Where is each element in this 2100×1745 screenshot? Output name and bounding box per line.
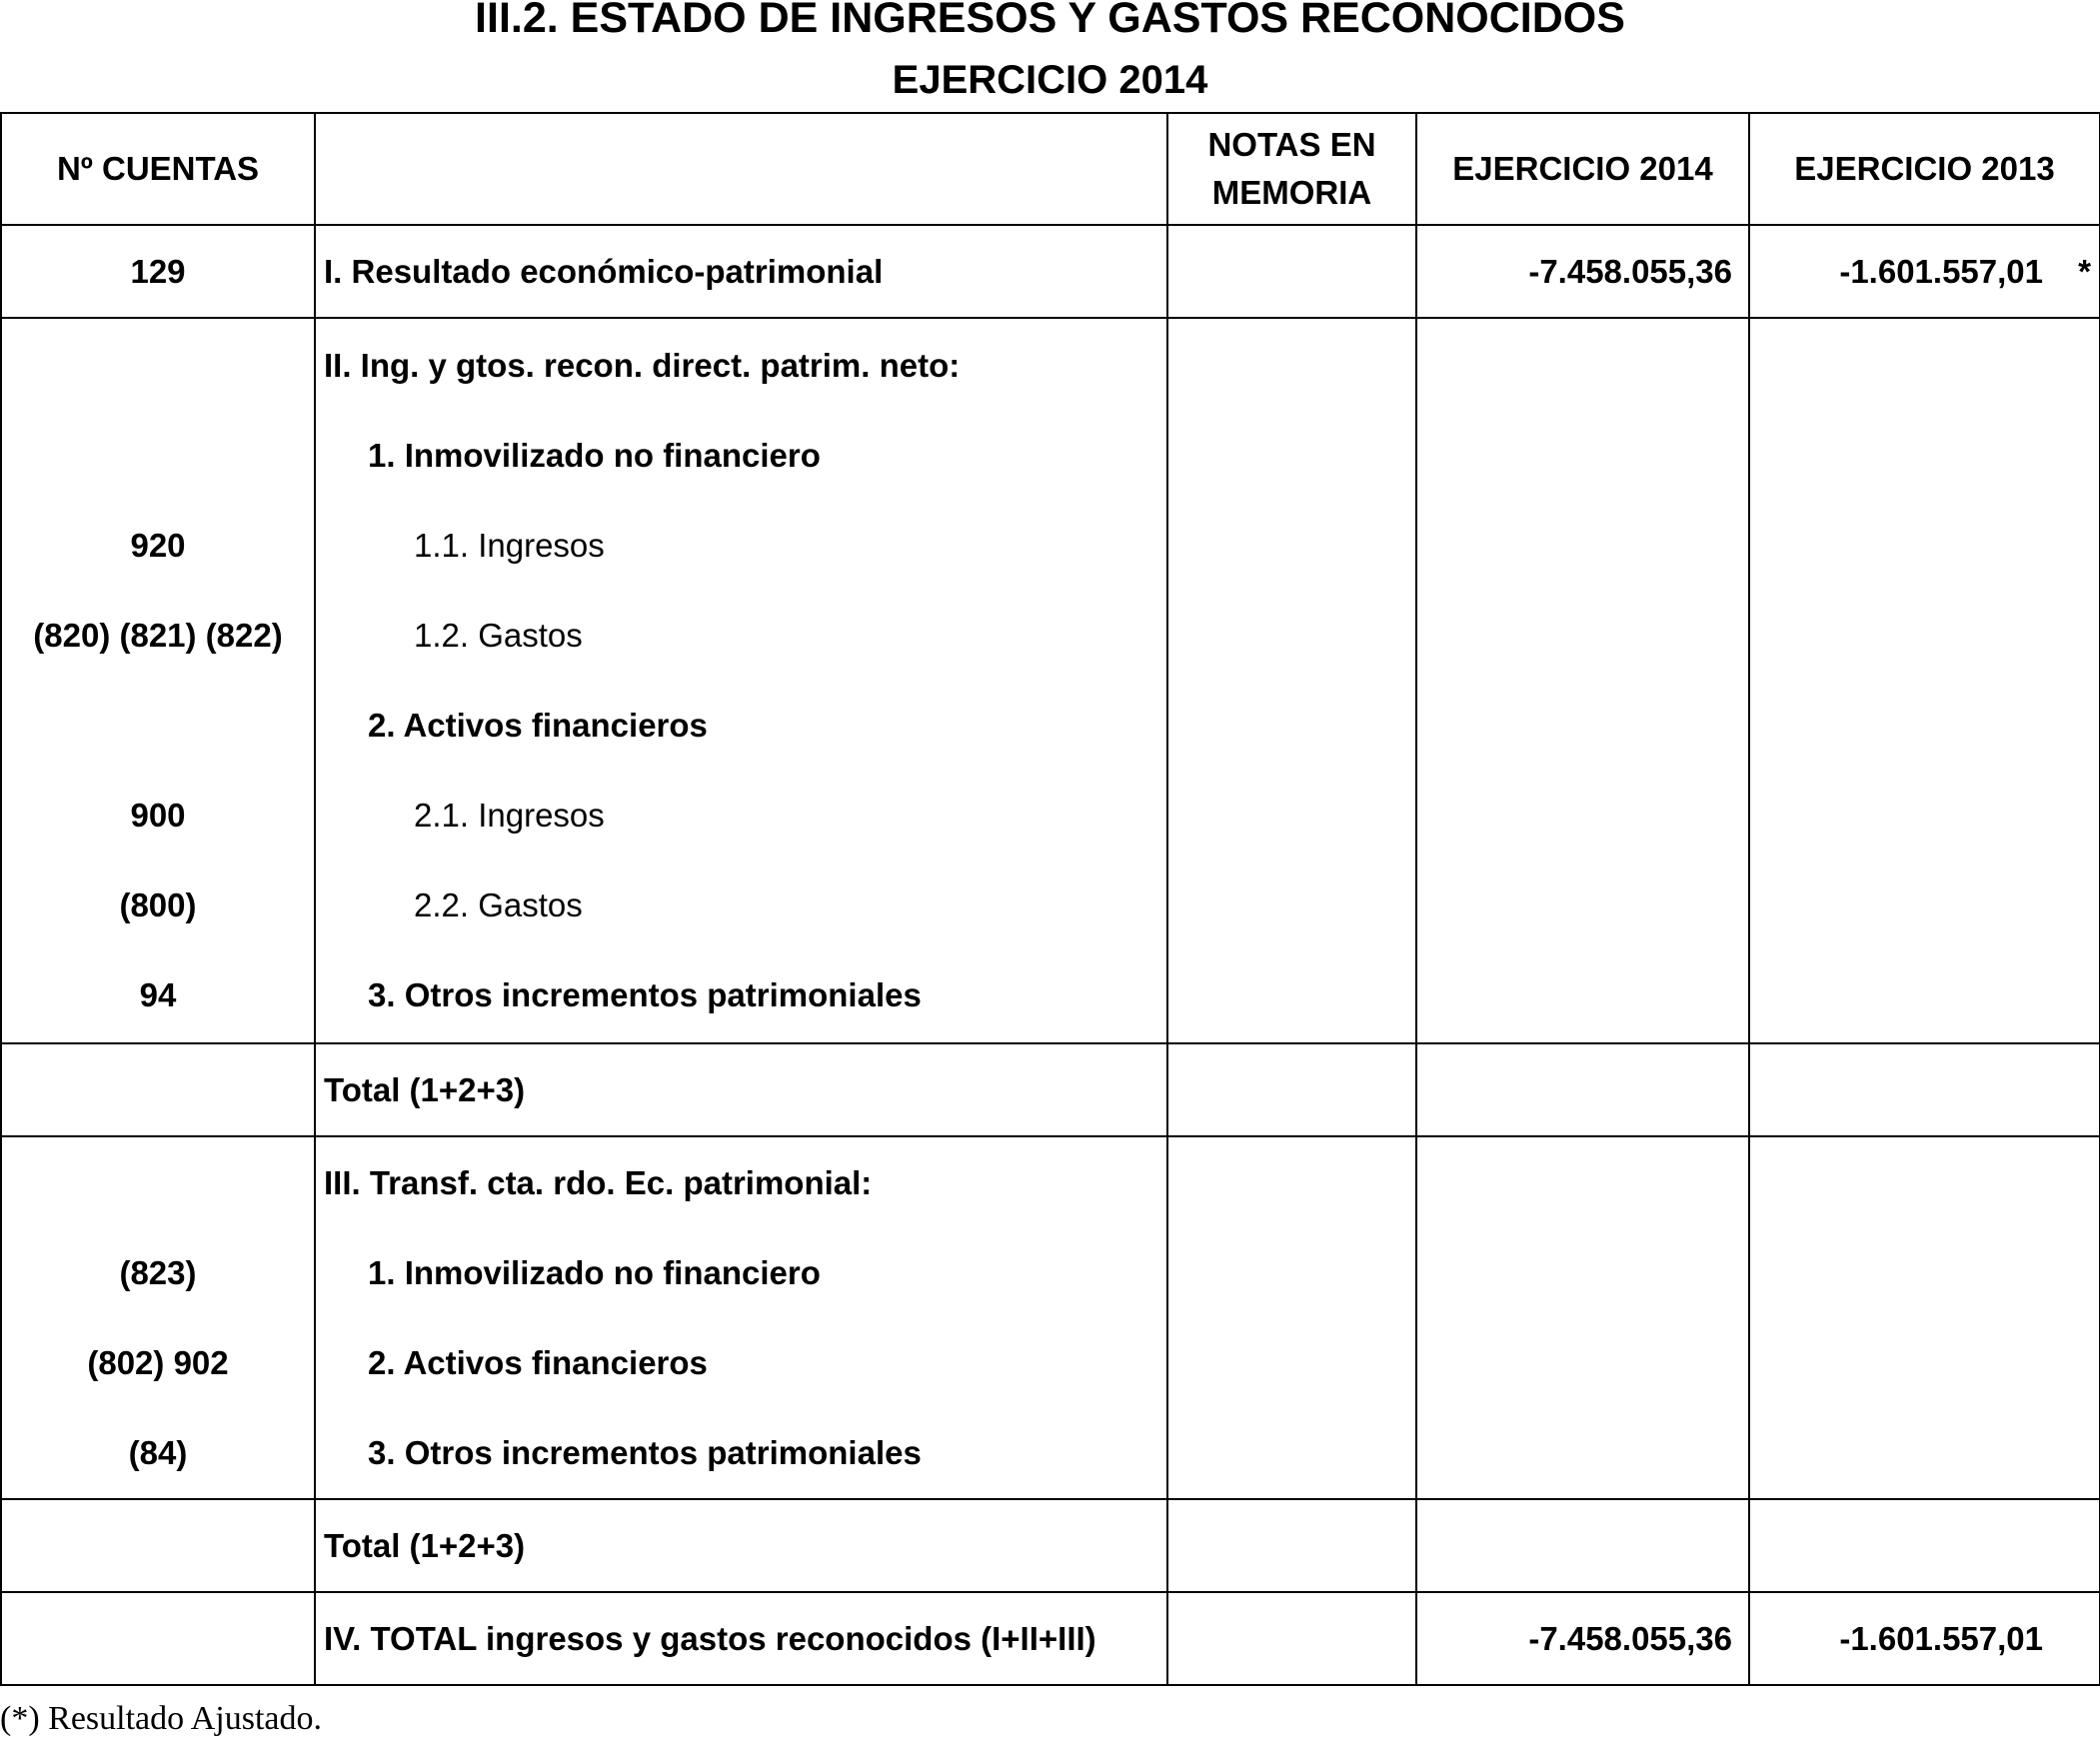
page-title: III.2. ESTADO DE INGRESOS Y GASTOS RECONOCIDOS bbox=[475, 0, 1625, 42]
table-row-total bbox=[1, 1043, 2100, 1136]
table-row-group-iii bbox=[1, 1136, 2100, 1499]
value-2013-cell bbox=[1749, 1499, 2100, 1592]
account-line bbox=[2, 681, 314, 771]
header-concepto bbox=[315, 113, 1167, 225]
value-2014-cell: -7.458.055,36 bbox=[1416, 225, 1749, 318]
value-2014-cell bbox=[1416, 1499, 1749, 1592]
concept-cell: I. Resultado económico-patrimonial bbox=[315, 225, 1167, 318]
account-cell bbox=[1, 1136, 315, 1499]
table-row-group-ii bbox=[1, 318, 2100, 1043]
header-notas: NOTAS EN MEMORIA bbox=[1167, 113, 1416, 225]
account-cell bbox=[1, 318, 315, 1043]
notes-cell bbox=[1167, 1043, 1416, 1136]
account-line: (84) bbox=[128, 1433, 188, 1471]
account-line: 94 bbox=[139, 976, 177, 1013]
concept-line: 2.1. Ingresos bbox=[414, 797, 605, 834]
notes-cell bbox=[1167, 1592, 1416, 1685]
account-line: 920 bbox=[130, 527, 186, 564]
account-line: (820) (821) (822) bbox=[33, 617, 283, 654]
concept-cell: IV. TOTAL ingresos y gastos reconocidos (I+II+III) bbox=[315, 1592, 1167, 1685]
concept-line: 2. Activos financieros bbox=[368, 707, 708, 744]
header-ejercicio-2013: EJERCICIO 2013 bbox=[1749, 113, 2100, 225]
concept-line: 1. Inmovilizado no financiero bbox=[368, 1253, 821, 1291]
account-cell bbox=[1, 1592, 315, 1685]
group-title: III. Transf. cta. rdo. Ec. patrimonial: bbox=[324, 1163, 873, 1201]
header-row bbox=[1, 113, 2100, 225]
concept-cell: Total (1+2+3) bbox=[315, 1499, 1167, 1592]
page-subtitle: EJERCICIO 2014 bbox=[892, 58, 1208, 102]
table-row-grand-total bbox=[1, 1592, 2100, 1685]
concept-line: 1. Inmovilizado no financiero bbox=[368, 437, 821, 474]
header-ejercicio-2014: EJERCICIO 2014 bbox=[1416, 113, 1749, 225]
value-2014-cell: -7.458.055,36 bbox=[1416, 1592, 1749, 1685]
account-line: (802) 902 bbox=[87, 1343, 229, 1381]
value-2013-cell bbox=[1749, 1043, 2100, 1136]
notes-cell bbox=[1167, 1136, 1416, 1499]
statement-table bbox=[0, 112, 2100, 1686]
footnote: (*) Resultado Ajustado. bbox=[0, 1700, 323, 1737]
value-2014-cell bbox=[1416, 318, 1749, 1043]
concept-line: 1.2. Gastos bbox=[414, 617, 583, 654]
header-cuentas: Nº CUENTAS bbox=[1, 113, 315, 225]
concept-line: 1.1. Ingresos bbox=[414, 527, 605, 564]
notes-cell bbox=[1167, 225, 1416, 318]
account-line bbox=[2, 1138, 314, 1228]
value-2013-cell bbox=[1749, 225, 2100, 318]
value-2013-cell bbox=[1749, 318, 2100, 1043]
account-line bbox=[2, 321, 314, 411]
group-title: II. Ing. y gtos. recon. direct. patrim. neto: bbox=[324, 347, 961, 384]
table-row-total bbox=[1, 1499, 2100, 1592]
account-line: 900 bbox=[130, 797, 186, 834]
value-2013: -1.601.557,01 bbox=[1839, 252, 2043, 290]
value-2014-cell bbox=[1416, 1043, 1749, 1136]
account-line: (800) bbox=[119, 886, 197, 923]
account-cell bbox=[1, 1043, 315, 1136]
concept-line: 2.2. Gastos bbox=[414, 886, 583, 923]
account-line: (823) bbox=[119, 1253, 197, 1291]
concept-cell bbox=[315, 318, 1167, 1043]
concept-line: 3. Otros incrementos patrimoniales bbox=[368, 976, 922, 1013]
notes-cell bbox=[1167, 1499, 1416, 1592]
value-2013-cell bbox=[1749, 1136, 2100, 1499]
account-cell: 129 bbox=[1, 225, 315, 318]
concept-cell bbox=[315, 1136, 1167, 1499]
account-line bbox=[2, 411, 314, 501]
adjusted-mark: * bbox=[2078, 252, 2091, 290]
value-2013-cell: -1.601.557,01 bbox=[1749, 1592, 2100, 1685]
concept-line: 3. Otros incrementos patrimoniales bbox=[368, 1433, 922, 1471]
concept-line: 2. Activos financieros bbox=[368, 1343, 708, 1381]
concept-cell: Total (1+2+3) bbox=[315, 1043, 1167, 1136]
value-2014-cell bbox=[1416, 1136, 1749, 1499]
table-row bbox=[1, 225, 2100, 318]
account-cell bbox=[1, 1499, 315, 1592]
notes-cell bbox=[1167, 318, 1416, 1043]
